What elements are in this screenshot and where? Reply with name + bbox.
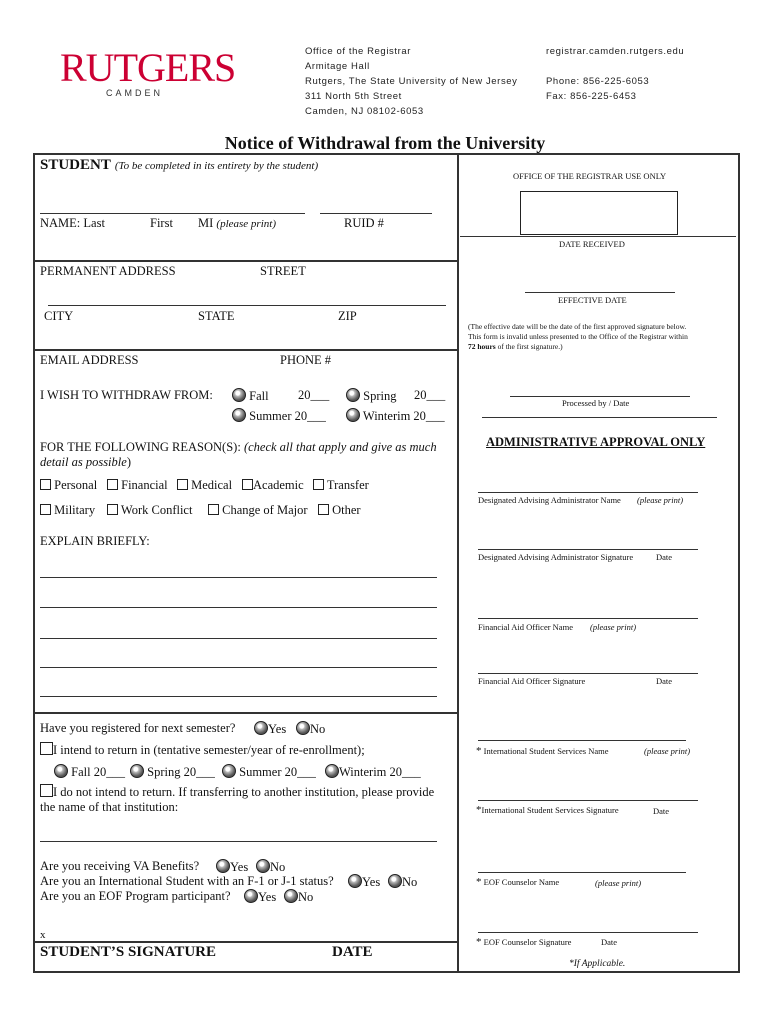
ruid-line[interactable]: [320, 213, 432, 214]
radio-icon[interactable]: [346, 388, 360, 402]
contact-block: [546, 44, 684, 104]
effective-note-line: [468, 342, 688, 352]
reasons-note2: detail as possible: [40, 455, 127, 469]
not-return[interactable]: [40, 784, 434, 800]
no-label: No: [298, 890, 314, 904]
asterisk: *: [476, 804, 482, 816]
reason-personal[interactable]: [40, 478, 97, 493]
email-label: EMAIL ADDRESS: [40, 353, 139, 367]
checkbox-icon[interactable]: [40, 784, 53, 797]
reason-label: Transfer: [326, 478, 369, 492]
daa-name-line[interactable]: [478, 492, 698, 493]
return-winterim[interactable]: [325, 764, 421, 780]
term-summer[interactable]: [232, 408, 326, 424]
withdraw-from-label: I WISH TO WITHDRAW FROM:: [40, 388, 213, 402]
radio-icon[interactable]: [232, 388, 246, 402]
date-label: Date: [601, 937, 618, 947]
state-label: STATE: [198, 309, 235, 323]
date-received-box[interactable]: [520, 191, 678, 235]
phone-number: Phone: 856-225-6053: [546, 76, 650, 87]
name-mi-label: [198, 216, 276, 231]
reason-academic[interactable]: [242, 478, 304, 493]
checkbox-icon[interactable]: [177, 479, 188, 490]
effective-note-rest: of the first signature.): [495, 342, 563, 351]
reason-label: Work Conflict: [120, 503, 193, 517]
effective-note-line: (The effective date will be the date of the first approved signature below.: [468, 322, 687, 331]
reason-label: Personal: [54, 478, 98, 492]
rutgers-logo: RUTGERS: [60, 45, 236, 90]
eof-sig-text: EOF Counselor Signature: [483, 937, 572, 947]
mi-text: MI: [198, 216, 214, 230]
iss-sig-line[interactable]: [478, 800, 698, 801]
reason-other[interactable]: [318, 503, 361, 518]
return-fall-label: Fall 20___: [71, 765, 125, 779]
address-line: 311 North 5th Street: [305, 91, 402, 102]
radio-icon[interactable]: [232, 408, 246, 422]
radio-icon[interactable]: [346, 408, 360, 422]
registered-question: Have you registered for next semester?: [40, 721, 236, 735]
eof-no[interactable]: [284, 889, 313, 905]
reason-label: Financial: [121, 478, 168, 492]
iss-sig-label: [476, 804, 619, 816]
return-summer[interactable]: [222, 764, 316, 780]
phone-label: PHONE #: [280, 353, 332, 367]
reason-financial[interactable]: [107, 478, 168, 493]
column-divider: [457, 153, 459, 971]
intl-no[interactable]: [388, 874, 417, 890]
checkbox-icon[interactable]: [107, 504, 118, 515]
eof-sig-line[interactable]: [478, 932, 698, 933]
no-label: No: [310, 722, 326, 736]
intend-return[interactable]: [40, 742, 365, 758]
explain-label: EXPLAIN BRIEFLY:: [40, 534, 150, 548]
date-label: Date: [653, 806, 670, 816]
iss-name-line[interactable]: [478, 740, 686, 741]
address-line: Office of the Registrar: [305, 46, 412, 57]
not-return-label: I do not intend to return. If transferring to another institution, please provide: [53, 785, 435, 799]
section-rule: [33, 260, 457, 262]
term-spring-label: Spring: [363, 389, 397, 403]
date-label: Date: [656, 676, 673, 686]
section-rule: [33, 712, 457, 714]
iss-sig-text: International Student Services Signature: [481, 805, 619, 815]
radio-icon[interactable]: [54, 764, 68, 778]
checkbox-icon[interactable]: [208, 504, 219, 515]
reason-label: Medical: [191, 478, 233, 492]
fao-name-line[interactable]: [478, 618, 698, 619]
term-winterim[interactable]: [346, 408, 445, 424]
eof-name-line[interactable]: [478, 872, 686, 873]
radio-icon[interactable]: [222, 764, 236, 778]
date-received-label: DATE RECEIVED: [559, 239, 625, 249]
term-fall[interactable]: [232, 388, 269, 404]
eof-name-text: EOF Counselor Name: [483, 877, 560, 887]
term-spring-year: 20___: [414, 388, 446, 402]
radio-icon[interactable]: [254, 721, 268, 735]
address-block: [305, 44, 518, 119]
website: registrar.camden.rutgers.edu: [546, 46, 685, 57]
radio-icon[interactable]: [256, 859, 270, 873]
va-yes[interactable]: [216, 859, 248, 875]
intend-return-label: I intend to return in (tentative semester/year of re-enrollment);: [53, 743, 365, 757]
processed-rule: [482, 417, 717, 418]
eof-yes[interactable]: [244, 889, 276, 905]
radio-icon[interactable]: [296, 721, 310, 735]
ruid-label: RUID #: [344, 216, 384, 230]
radio-icon[interactable]: [284, 889, 298, 903]
please-print-text: (please print): [644, 746, 691, 756]
reason-work-conflict[interactable]: [107, 503, 192, 518]
term-fall-label: Fall: [249, 389, 269, 403]
reason-label: Change of Major: [222, 503, 308, 517]
hours-emphasis: 72 hours: [468, 342, 496, 351]
checkbox-icon[interactable]: [107, 479, 118, 490]
reasons-note-line2: [40, 455, 131, 470]
institution-line[interactable]: [40, 841, 437, 842]
effective-date-line[interactable]: [525, 292, 675, 293]
effective-note: [468, 322, 688, 352]
radio-icon[interactable]: [244, 889, 258, 903]
effective-note-line: This form is invalid unless presented to the Office of the Registrar within: [468, 332, 688, 341]
checkbox-icon[interactable]: [318, 504, 329, 515]
city-label: CITY: [44, 309, 74, 323]
radio-icon[interactable]: [388, 874, 402, 888]
name-last-label: NAME: Last: [40, 216, 105, 230]
reasons-note: (check all that apply and give as much: [243, 440, 437, 454]
checkbox-icon[interactable]: [242, 479, 253, 490]
city-line[interactable]: [48, 305, 446, 306]
no-label: No: [402, 875, 418, 889]
fao-sig-label: Financial Aid Officer Signature: [478, 676, 586, 686]
term-spring[interactable]: [346, 388, 396, 404]
explain-line[interactable]: [40, 696, 437, 697]
asterisk: *: [476, 936, 482, 948]
please-print-note: [595, 878, 641, 888]
name-line[interactable]: [40, 213, 305, 214]
checkbox-icon[interactable]: [40, 742, 53, 755]
street-label: STREET: [260, 264, 306, 278]
registered-no[interactable]: [296, 721, 325, 737]
reason-transfer[interactable]: [313, 478, 369, 493]
explain-line[interactable]: [40, 607, 437, 608]
yes-label: Yes: [362, 875, 381, 889]
if-applicable-note: *If Applicable.: [569, 959, 626, 969]
fao-name-label: Financial Aid Officer Name: [478, 622, 573, 632]
term-summer-label: Summer 20___: [249, 409, 326, 423]
reason-medical[interactable]: [177, 478, 232, 493]
office-use-label: OFFICE OF THE REGISTRAR USE ONLY: [513, 171, 667, 181]
iss-name-text: International Student Services Name: [483, 746, 609, 756]
address-line: Armitage Hall: [305, 61, 370, 72]
checkbox-icon[interactable]: [313, 479, 324, 490]
reasons-title: FOR THE FOLLOWING REASON(S):: [40, 440, 241, 454]
intl-yes[interactable]: [348, 874, 380, 890]
form-title: Notice of Withdrawal from the University: [224, 133, 546, 153]
permanent-address-label: PERMANENT ADDRESS: [40, 264, 176, 278]
student-note: (To be completed in its entirety by the student): [114, 160, 319, 172]
daa-sig-line[interactable]: [478, 549, 698, 550]
reasons-note2-close: ): [126, 455, 131, 469]
radio-icon[interactable]: [130, 764, 144, 778]
asterisk: *: [476, 745, 482, 757]
address-line: Rutgers, The State University of New Jersey: [305, 76, 518, 87]
signature-x: x: [40, 929, 46, 941]
student-title: STUDENT: [40, 157, 111, 173]
reason-label: Other: [332, 503, 361, 517]
asterisk: *: [476, 876, 482, 888]
reasons-label: [40, 440, 437, 455]
please-print-note: [590, 622, 636, 632]
reason-change-major[interactable]: [208, 503, 308, 518]
no-label: No: [270, 860, 286, 874]
eof-sig-label: [476, 936, 571, 948]
please-print-note: (please print): [216, 218, 276, 230]
explain-line[interactable]: [40, 577, 437, 578]
processed-line[interactable]: [510, 396, 690, 397]
reason-label: Academic: [253, 478, 304, 492]
please-print-text: (please print): [590, 622, 637, 632]
iss-name-label: [476, 745, 609, 757]
student-heading: [40, 156, 318, 174]
address-line: Camden, NJ 08102-6053: [305, 106, 424, 117]
please-print-note: [644, 746, 690, 756]
reason-label: Military: [54, 503, 96, 517]
return-summer-label: Summer 20___: [239, 765, 316, 779]
date-received-rule: [460, 236, 736, 237]
please-print-text: (please print): [637, 495, 684, 505]
yes-label: Yes: [230, 860, 249, 874]
return-spring[interactable]: [130, 764, 215, 780]
va-no[interactable]: [256, 859, 285, 875]
checkbox-icon[interactable]: [40, 504, 51, 515]
fao-sig-line[interactable]: [478, 673, 698, 674]
please-print-text: (please print): [595, 878, 642, 888]
effective-date-label: EFFECTIVE DATE: [558, 295, 627, 305]
campus-label: CAMDEN: [106, 88, 164, 98]
radio-icon[interactable]: [325, 764, 339, 778]
section-rule: [33, 349, 457, 351]
admin-approval-heading: ADMINISTRATIVE APPROVAL ONLY: [486, 435, 706, 449]
daa-sig-label: Designated Advising Administrator Signature: [478, 552, 634, 562]
eof-name-label: [476, 876, 559, 888]
student-signature-label: STUDENT’S SIGNATURE: [40, 944, 217, 960]
radio-icon[interactable]: [348, 874, 362, 888]
return-fall[interactable]: [54, 764, 125, 780]
return-winterim-label: Winterim 20___: [339, 765, 421, 779]
term-fall-year: 20___: [298, 388, 330, 402]
processed-by-label: Processed by / Date: [562, 398, 630, 408]
return-spring-label: Spring 20___: [147, 765, 215, 779]
please-print-note: [637, 495, 683, 505]
yes-label: Yes: [258, 890, 277, 904]
va-question: Are you receiving VA Benefits?: [40, 859, 200, 873]
yes-label: Yes: [268, 722, 287, 736]
radio-icon[interactable]: [216, 859, 230, 873]
term-winterim-label: Winterim 20___: [362, 409, 445, 423]
intl-question: Are you an International Student with an F-1 or J-1 status?: [40, 874, 334, 888]
signature-line[interactable]: [33, 941, 457, 943]
name-first-label: First: [150, 216, 173, 230]
signature-date-label: DATE: [332, 944, 373, 960]
checkbox-icon[interactable]: [40, 479, 51, 490]
zip-label: ZIP: [338, 309, 357, 323]
date-label: Date: [656, 552, 673, 562]
explain-line[interactable]: [40, 667, 437, 668]
not-return-line2: the name of that institution:: [40, 800, 179, 814]
reason-military[interactable]: [40, 503, 95, 518]
eof-question: Are you an EOF Program participant?: [40, 889, 231, 903]
fax-number: Fax: 856-225-6453: [546, 91, 637, 102]
registered-yes[interactable]: [254, 721, 286, 737]
explain-line[interactable]: [40, 638, 437, 639]
daa-name-label: Designated Advising Administrator Name: [478, 495, 621, 505]
